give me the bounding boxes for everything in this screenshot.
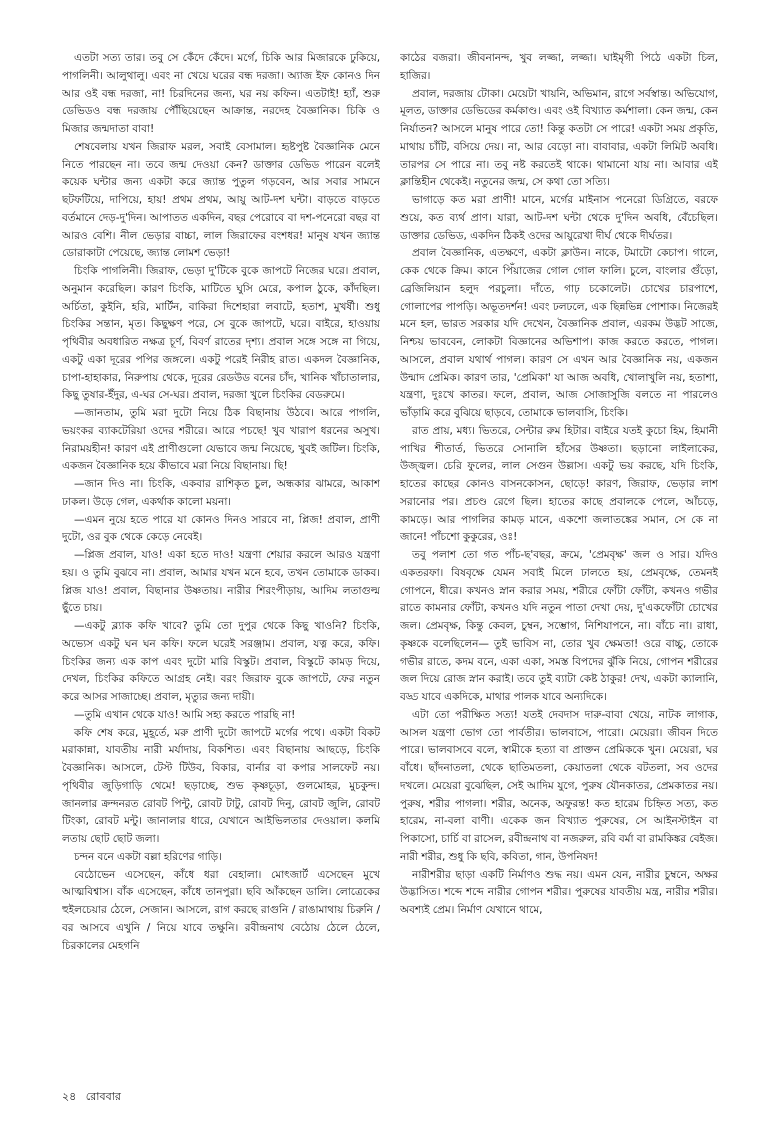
paragraph: —জানতাম, তুমি মরা দুটো নিয়ে ঠিক বিছানায় উঠবে। আরে পাগলি, ভয়ংকর ব্যাকটেরিয়া ওদের শরীরে। আরে পচছে! খুব খারাপ ধরনের অসুখ। নিরাময়হীন! কারণ এই প্রাণীগুলো যেভাবে জন্ম নিয়েছে, খুবই জটিল। চিংকি, একজন বৈজ্ঞানিক হয়ে কীভাবে মরা নিয়ে বিছানায়। ছি!: [62, 407, 380, 473]
paragraph: তবু পলাশ তো গত পাঁচ-ছ'বছর, ক্রমে, 'প্রেমবৃক্ষ' জল ও সার। যদিও একতরফা। বিষবৃক্ষে যেমন সবাই মিলে ঢালতে হয়, প্রেমবৃক্ষে, তেমনই গোপনে, ধীরে। কখনও স্নান করার সময়, শরীরে ফোঁটা ফোঁটা, কখনও গভীর রাতে কামনার ফোঁটা, কখনও যদি নতুন পাতা দেখা দেয়, দু'একফোঁটা চোখের জল। প্রেমবৃক্ষ, কিন্তু কেবল, চুম্বন, সম্ভোগ, নিশিযাপনে, না। বাঁচে না। রাধা, কৃষ্ণকে বলেছিলেন— তুই ভাবিস না, তোর খুব ক্ষেমতা! ওরে বাচ্চু, তোকে গভীর রাতে, কদম বনে, একা একা, সমস্ত বিপদের ঝুঁকি নিয়ে, গোপন শরীরের জল দিয়ে রোজ স্নান করাই। তবে তুই ব্যাটা কেষ্ট ঠাকুর! দেখ, একটা ক্যালানি, বড্ড যাবে একদিকে, মাথার পালক যাবে অন্যদিকে।: [400, 549, 718, 703]
paragraph: —প্লিজ প্রবাল, যাও! একা হতে দাও! যন্ত্রণা শেয়ার করলে আরও যন্ত্রণা হয়। ও তুমি বুঝবে না। প্রবাল, আমার যখন মনে হবে, তখন তোমাকে ডাকব। প্লিজ যাও! প্রবাল, বিছানার উষ্ণতায়। নারীর শিরংপীড়ায়, আদিম লতাগুল্ম ছুঁতে চায়।: [62, 549, 380, 615]
right-column: [400, 50, 718, 1080]
publication-name: রোববার: [85, 1090, 121, 1103]
paragraph: —একটু ব্ল্যাক কফি খাবে? তুমি তো দুপুর থেকে কিছু খাওনি? চিংকি, অভ্যেস একটু ঘন ঘন কফি। ফলে ঘরেই সরঞ্জাম। প্রবাল, যত্ন করে, কফি। চিংকির জন্য এক কাপ এবং দুটো মারি বিস্কুট। প্রবাল, বিস্কুটে কামড় দিয়ে, দেখল, চিংকির কফিতে আগ্রহ নেই। বরং জিরাফ বুকে জাপটে, ফের নতুন করে আসর সাজাচ্ছে। প্রবাল, মৃত্যুর জন্য দায়ী।: [62, 620, 380, 703]
paragraph: কফি শেষ করে, মুহূর্তে, মরু প্রাণী দুটো জাপটে মর্গের পথে। একটা বিকট মরাকান্না, যাবতীয় নারী মর্যাদায়, বিকশিত। এবং বিছানায় আছড়ে, চিংকি বৈজ্ঞানিক। আসলে, টেস্ট টিউব, বিকার, বার্নার বা কপার সালফেট নয়। পৃথিবীর জুড়িগাড়ি থেমে! ছড়াচ্ছে, শুভ কৃষ্ণচূড়া, গুলমোহর, মুচকুন্দ। জানলার ক্রন্দনরত রোবট পিন্টু, রোবট টাটু, রোবট দিনু, রোবট জুলি, রোবট টিংকা, রোবট মন্টু। জানালার ধারে, যেখানে আইভিলতার দেওয়াল। কলমি লতায় ছোট ছোট জলা।: [62, 726, 380, 845]
paragraph: শেষবেলায় যখন জিরাফ মরল, সবাই বেসামাল। হৃষ্টপুষ্ট বৈজ্ঞানিক মেনে নিতে পারছেন না। তবে জন্ম দেওয়া কেন? ডাক্তার ডেভিড পারেন বলেই কয়েক ঘন্টার জন্য একটা করে জ্যান্ত পুতুল গড়বেন, আর সবার সামনে ছটফটিয়ে, দাপিয়ে, হায়! প্রথম প্রথম, আয়ু আট-দশ ঘন্টা। বাড়তে বাড়তে বর্তমানে দেড়-দু'দিন। আপাতত একদিন, বছর পেরোবে বা দশ-পনেরো বছর বা আরও বেশি। নীল ভেড়ার বাচ্চা, লাল জিরাফের বংশধর! মানুষ যখন জ্যান্ত ডোরাকাটা পেয়েছে, জ্যান্ত লোমশ ভেড়া!: [62, 140, 380, 260]
paragraph: —তুমি এখান থেকে যাও! আমি সহ্য করতে পারছি না!: [74, 708, 296, 721]
paragraph: —এমন নুয়ে হতে পারে যা কোনও দিনও সারবে না, প্লিজ! প্রবাল, প্রাণী দুটো, ওর বুক থেকে কেড়ে নেবেই।: [62, 513, 380, 544]
article-body: [62, 50, 718, 1080]
paragraph: এতটা সত্য তার। তবু সে কেঁদে কেঁদে। মর্গে, চিকি আর মিজারকে ঢুকিয়ে, পাগলিনী। আলুথালু। এবং না খেয়ে ঘরের বন্ধ দরজা। অ্যাজ ইফ কোনও দিন আর ওই বন্ধ দরজা, না! চিরদিনের জন্য, ঘর নয় কফিন। এতটাই! হ্যাঁ, শুরু ডেভিডও বন্ধ দরজায় পৌঁছিয়েছেন আক্রান্ত, নরদেহ বৈজ্ঞানিক। চিকি ও মিজার জন্মদাতা বাবা!: [62, 52, 380, 135]
paragraph: বেঠোভেন এসেছেন, কাঁধে ধরা বেহালা। মোৎজার্ট এসেছেন মুখে আত্মবিশ্বাস। বাঁক এসেছেন, কাঁধে তানপুরা। ছবি আঁকছেন ডালি। লোত্রেকের হুইলচেয়ার ঠেলে, সেজান। আসলে, রাগ করছে রাগুনি / রাঙামাথায় চিরুনি / বর আসবে এখুনি / নিয়ে যাবে তক্ষুনি। রবীন্দ্রনাথ বেঠোয় ঠেলে ঠেলে, চিরকালের মেহগনি: [62, 868, 380, 952]
page-footer: [62, 1088, 127, 1107]
paragraph: চন্দন বনে একটা বল্লা হরিণের গাড়ি।: [74, 850, 222, 863]
paragraph: প্রবাল বৈজ্ঞানিক, এতক্ষণে, একটা ক্লাউন। নাকে, টমাটো কেচাপ। গালে, কেক থেকে ক্রিম। কানে পিঁয়াজের গোল গোল ফালি। চুলে, বাংলার গুঁড়ো, ব্রেজিলিয়ান হলুদ পরচুলা। দাঁতে, গাঢ় চকোলেট। চোখের চারপাশে, গোলাপের পাপড়ি। অভূতদর্শন! এবং ঢলঢলে, এক ছিন্নভিন্ন পোশাক। নিজেরই মনে হল, ভারত সরকার যদি দেখেন, বৈজ্ঞানিক প্রবাল, এরকম উদ্ভট সাজে, নিশ্চয় ভাববেন, লোকটা বিজ্ঞানের অভিশাপ। কাজ করতে করতে, পাগল। আসলে, প্রবাল যথার্থ পাগল। কারণ সে এখন আর বৈজ্ঞানিক নয়, একজন উন্মাদ প্রেমিক। কারণ তার, 'প্রেমিকা' যা আজ অবধি, খোলাখুলি নয়, হতাশা, যন্ত্রণা, দুঃখে কাতর। ফলে, প্রবাল, আজ সোজাসুজি বলতে না পারলেও ভাঁড়ামি করে বুঝিয়ে ছাড়বে, তোমাকে ভালবাসি, চিংকি।: [400, 247, 718, 419]
paragraph: প্রবাল, দরজায় টোকা। মেয়েটা খায়নি, অভিমান, রাগে সর্বস্বান্ত। অভিযোগ, মূলত, ডাক্তার ডেভিডের কর্মকাণ্ড। এবং ওই বিখ্যাত কর্মশালা। কেন জন্ম, কেন নির্যাতন? আসলে মানুষ পারে তো! কিন্তু কতটা সে পারে! একটা সময় প্রকৃতি, মাথায় চাঁটি, বসিয়ে দেয়। না, আর বেড়ো না। বাবাবার, একটা লিমিট অবধি। তারপর সে পারে না। তবু নষ্ট করতেই থাকে। থামানো যায় না। আবার এই ক্লান্তিহীন থেকেই। নতুনের জন্ম, সে কথা তো সত্যি।: [400, 87, 718, 189]
paragraph: ভাগাড়ে কত মরা প্রাণী! মানে, মর্গের মাইনাস পনেরো ডিগ্রিতে, বরফে শুয়ে, কত ব্যর্থ প্রাণ। যারা, আট-দশ ঘন্টা থেকে দু'দিন অবধি, বেঁচেছিল। ডাক্তার ডেভিড, একদিন ঠিকই ওদের আয়ুরেখা দীর্ঘ থেকে দীর্ঘতর।: [400, 194, 718, 242]
left-column: [62, 50, 380, 1080]
paragraph: —জান দিও না। চিংকি, একবার রাশিকৃত চুল, অন্ধকার ঝামরে, আকাশ ঢাকল। উড়ে গেল, একর্থাক কালো ময়না।: [62, 478, 380, 508]
paragraph: এটা তো পরীক্ষিত সত্য! যতই দেবদাস দারু-বাবা খেয়ে, নাটক লাগাক, আসল যন্ত্রণা ভোগ তো পার্বতীর। ভালবাসে, পারো। মেয়েরা। জীবন দিতে পারে। ভালবাসবে বলে, স্বামীকে হত্যা বা প্রাক্তন প্রেমিককে খুন। মেয়েরা, ঘর বাঁধে। ছাঁদনাতলা, থেকে ছাতিমতলা, কেয়াতলা থেকে বটতলা, সব ওদের দখলে। মেয়েরা বুঝেছিল, সেই আদিম যুগে, পুরুষ যৌনকাতর, প্রেমকাতর নয়। পুরুষ, শরীর পাগলা। শরীর, অনেক, অফুরন্ত! কত হারেম চিহ্নিত সত্য, কত হারেম, না-বলা বাণী। একেক জন বিখ্যাত পুরুষের, সে আইনস্টাইন বা পিকাসো, চার্চি বা রাসেল, রবীন্দ্রনাথ বা নজরুল, রবি বর্মা বা রামকিঙ্কর বেইজ। নারী শরীর, শুধু কি ছবি, কবিতা, গান, উপনিষদ!: [400, 708, 718, 863]
paragraph: রাত প্রায়, মধ্য। ভিতরে, সেন্টার রুম হিটার। বাইরে যতই কুচো হিম, হিমানী পাখির শীতার্ত, ভিতরে সোনালি হাঁসের উষ্ণতা। ছড়ানো লাইলাকের, উজ্জ্বল। চেরি ফুলের, লাল সেগুন উল্লাস। একটু ভয় করছে, যদি চিংকি, হাতের কাছের কোনও বাসনকোসন, ছোড়ে! কারণ, জিরাফ, ভেড়ার লাশ সরানোর পর। প্রচণ্ড রেগে ছিল। হাতের কাছে প্রবালকে পেলে, আঁচড়ে, কামড়ে। আর পাগলির কামড় মানে, একশো জলাতঙ্কের সমান, সে কে না জানে! পাঁচশো কুকুরের, ওঃ!: [400, 424, 718, 544]
page-number: ২৪: [62, 1090, 77, 1103]
paragraph: চিংকি পাগলিনী। জিরাফ, ভেড়া দু'টিকে বুকে জাপটে নিজের ঘরে। প্রবাল, অনুমান করেছিল। কারণ চিংকি, মাটিতে ঘুসি মেরে, কপাল ঠুকে, কাঁদছিল। অর্চিতা, কুইনি, হরি, মার্টিন, বাকিরা দিশেহারা লবাটে, হতাশ, মুখর্ষী। শুধু চিংকির সন্তান, মৃত। কিছুক্ষণ পরে, সে বুকে জাপটে, ঘরে। বাইরে, হাওয়ায় পৃথিবীর অবধারিত নক্ষত্র চূর্ণ, বিবর্ণ রাতের দৃশ্য। প্রবাল সঙ্গে সঙ্গে না গিয়ে, একটু একা দূরের পপির জঙ্গলে। একটু পরেই নিরীহ রাত। একদল বৈজ্ঞানিক, চাপা-হাহাকার, নিরুপায় থেকে, দূরের রেডউড বনের চাঁদ, খানিক খাঁচাতালার, কিছু তুষার-ইঁদুর, এ-ঘর সে-ঘর। প্রবাল, দরজা খুলে চিংকির বেডরুমে।: [62, 265, 380, 402]
paragraph: নারীশরীর ছাড়া একটি নির্মাণও শুদ্ধ নয়। এমন যেন, নারীর চুম্বনে, অক্ষর উদ্ভাসিত। শব্দে শব্দে নারীর গোপন শরীর। পুরুষের যাবতীয় মন্ত্র, নারীর শরীর। অবশ্যই প্রেম। নির্মাণ যেখানে থামে,: [400, 868, 718, 916]
paragraph: কাঠের বজরা। জীবনানন্দ, খুব লজ্জা, লজ্জা। ঘাইমৃগী পিঠে একটা চিল, হাজির।: [400, 52, 718, 82]
